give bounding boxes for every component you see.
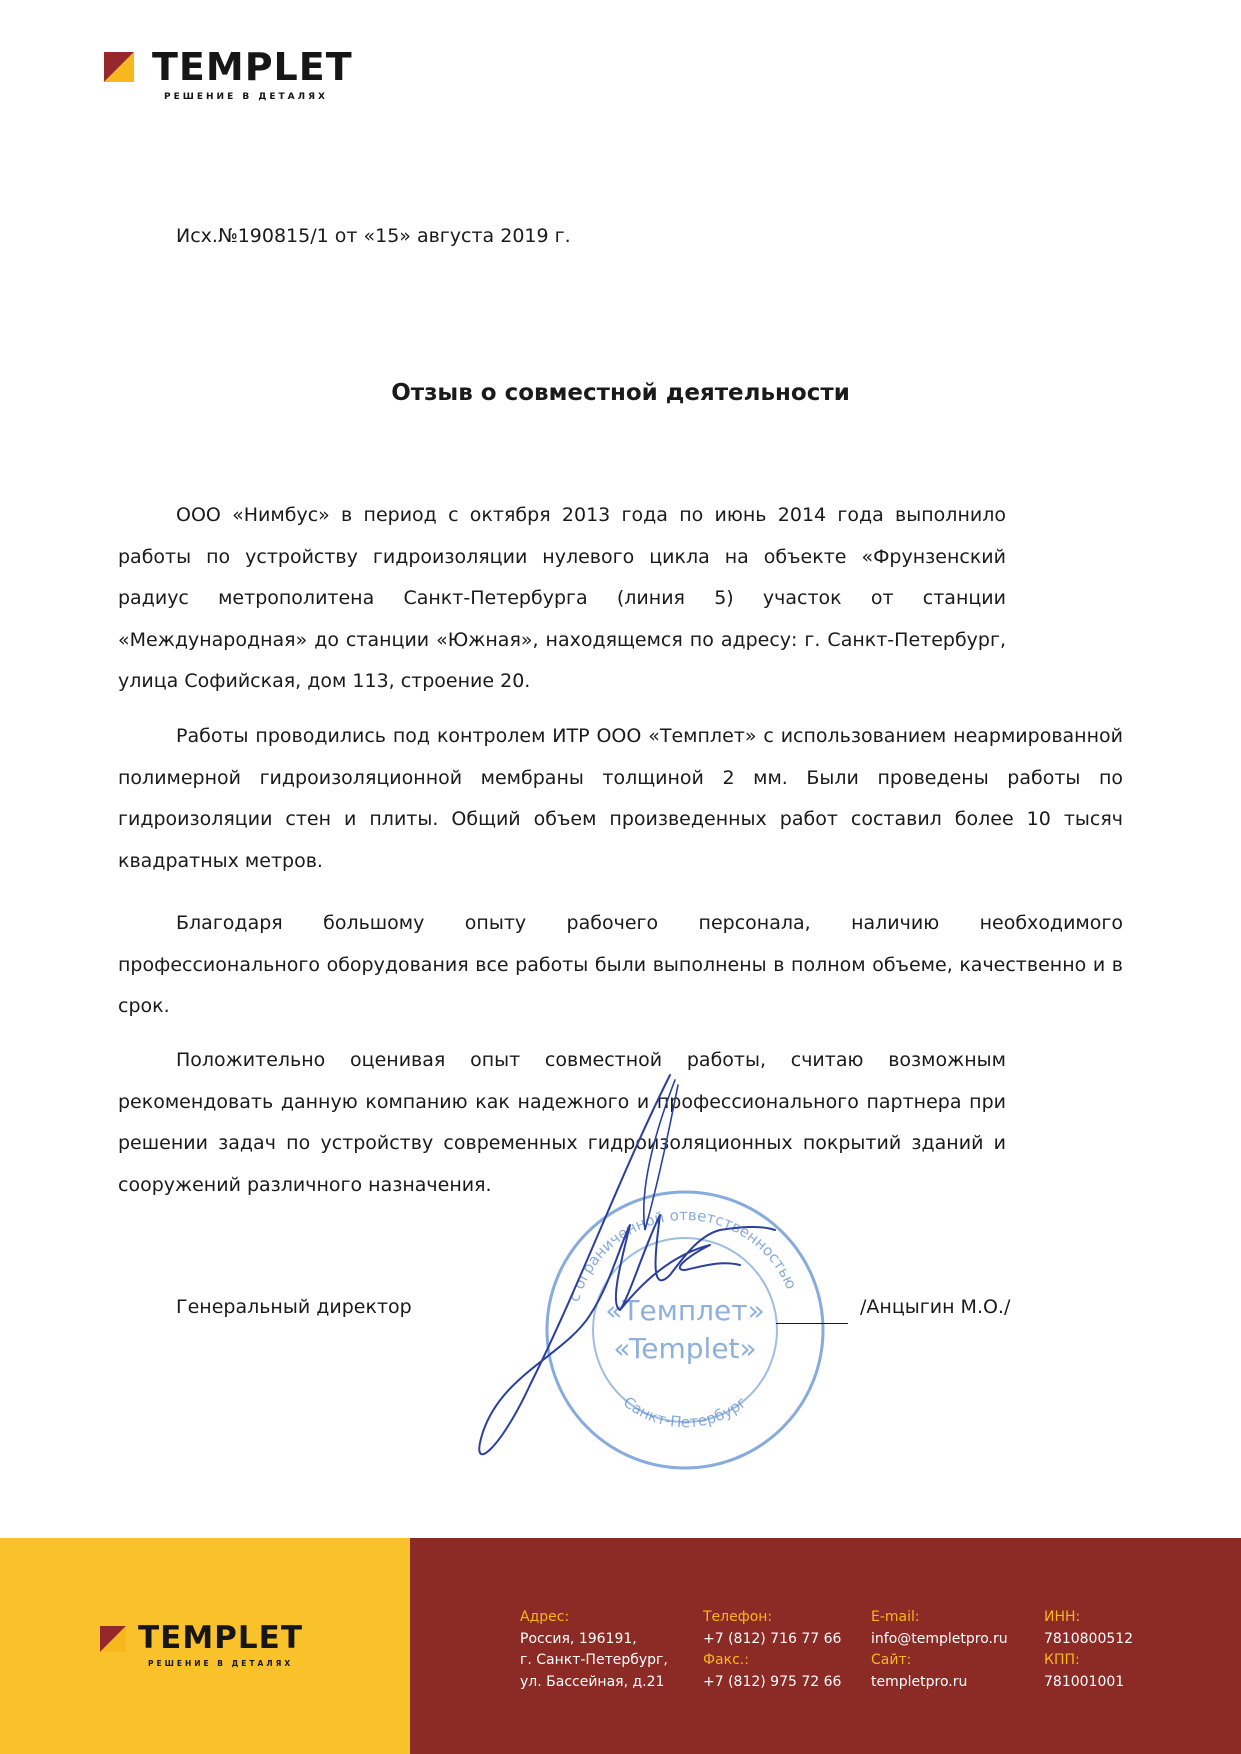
body-paragraph: Положительно оценивая опыт совместной работы, считаю возможным рекомендовать данную компанию как надежного и профессионального партнера при решении задач по устройству современных гидроизоляционных покрытий зданий и сооружений различного назначения. bbox=[118, 1049, 1006, 1196]
footer-phone bbox=[703, 1607, 841, 1693]
address-line: ул. Бассейная, д.21 bbox=[520, 1673, 665, 1690]
stamp-ring-top-text: с ограниченной ответственностью bbox=[564, 1205, 801, 1304]
logo-tagline: РЕШЕНИЕ В ДЕТАЛЯХ bbox=[164, 92, 328, 102]
logo-wordmark: TEMPLET bbox=[138, 1620, 303, 1656]
stamp-ring-bottom-text: Санкт-Петербург bbox=[619, 1392, 751, 1432]
stamp-line-2: «Templet» bbox=[613, 1332, 757, 1365]
logo-mark-icon bbox=[100, 1626, 126, 1652]
inn-value: 7810800512 bbox=[1044, 1630, 1134, 1647]
document-title: Отзыв о совместной деятельности bbox=[391, 380, 850, 406]
kpp-label: КПП: bbox=[1044, 1652, 1080, 1668]
body-paragraph: Работы проводились под контролем ИТР ООО «Темплет» с использованием неармированной полимерной гидроизоляционной мембраны толщиной 2 мм. Были проведены работы по гидроизоляции стен и плиты. Общий объем произведенных работ составил более 10 тысяч квадратных метров. bbox=[118, 725, 1123, 872]
email-value[interactable]: info@templetpro.ru bbox=[871, 1630, 1008, 1647]
outgoing-reference: Исх.№190815/1 от «15» августа 2019 г. bbox=[176, 225, 571, 247]
fax-value: +7 (812) 975 72 66 bbox=[703, 1673, 842, 1690]
address-line: г. Санкт-Петербург, bbox=[520, 1652, 668, 1668]
footer-address bbox=[520, 1607, 668, 1693]
header-logo bbox=[104, 45, 353, 102]
site-link[interactable]: templetpro.ru bbox=[871, 1673, 968, 1690]
handwritten-signature bbox=[470, 1055, 800, 1485]
signature-line bbox=[776, 1323, 848, 1324]
inn-label: ИНН: bbox=[1044, 1609, 1081, 1625]
logo-wordmark: TEMPLET bbox=[152, 45, 353, 89]
phone-label: Телефон: bbox=[703, 1609, 773, 1625]
address-line: Россия, 196191, bbox=[520, 1630, 637, 1647]
footer-logo bbox=[100, 1620, 303, 1668]
signatory-position: Генеральный директор bbox=[176, 1296, 412, 1318]
phone-value[interactable]: +7 (812) 716 77 66 bbox=[703, 1630, 842, 1647]
email-label: E-mail: bbox=[871, 1609, 920, 1625]
logo-mark-icon bbox=[104, 52, 134, 82]
kpp-value: 781001001 bbox=[1044, 1673, 1125, 1690]
fax-label: Факс.: bbox=[703, 1652, 749, 1668]
stamp-line-1: «Темплет» bbox=[605, 1294, 765, 1327]
body-paragraph: ООО «Нимбус» в период с октября 2013 года по июнь 2014 года выполнило работы по устройству гидроизоляции нулевого цикла на объекте «Фрунзенский радиус метрополитена Санкт-Петербурга (линия 5) участок от станции «Международная» до станции «Южная», находящемся по адресу: г. Санкт-Петербург, улица Софийская, дом 113, строение 20. bbox=[118, 504, 1006, 692]
body-paragraph: Благодаря большому опыту рабочего персонала, наличию необходимого профессионального оборудования все работы были выполнены в полном объеме, качественно и в срок. bbox=[118, 912, 1123, 1017]
signatory-name: /Анцыгин М.О./ bbox=[860, 1296, 1011, 1318]
site-label: Сайт: bbox=[871, 1652, 912, 1668]
address-label: Адрес: bbox=[520, 1609, 570, 1625]
logo-tagline: РЕШЕНИЕ В ДЕТАЛЯХ bbox=[148, 1659, 294, 1668]
footer-email bbox=[871, 1607, 1008, 1693]
footer-requisites bbox=[1044, 1607, 1133, 1693]
